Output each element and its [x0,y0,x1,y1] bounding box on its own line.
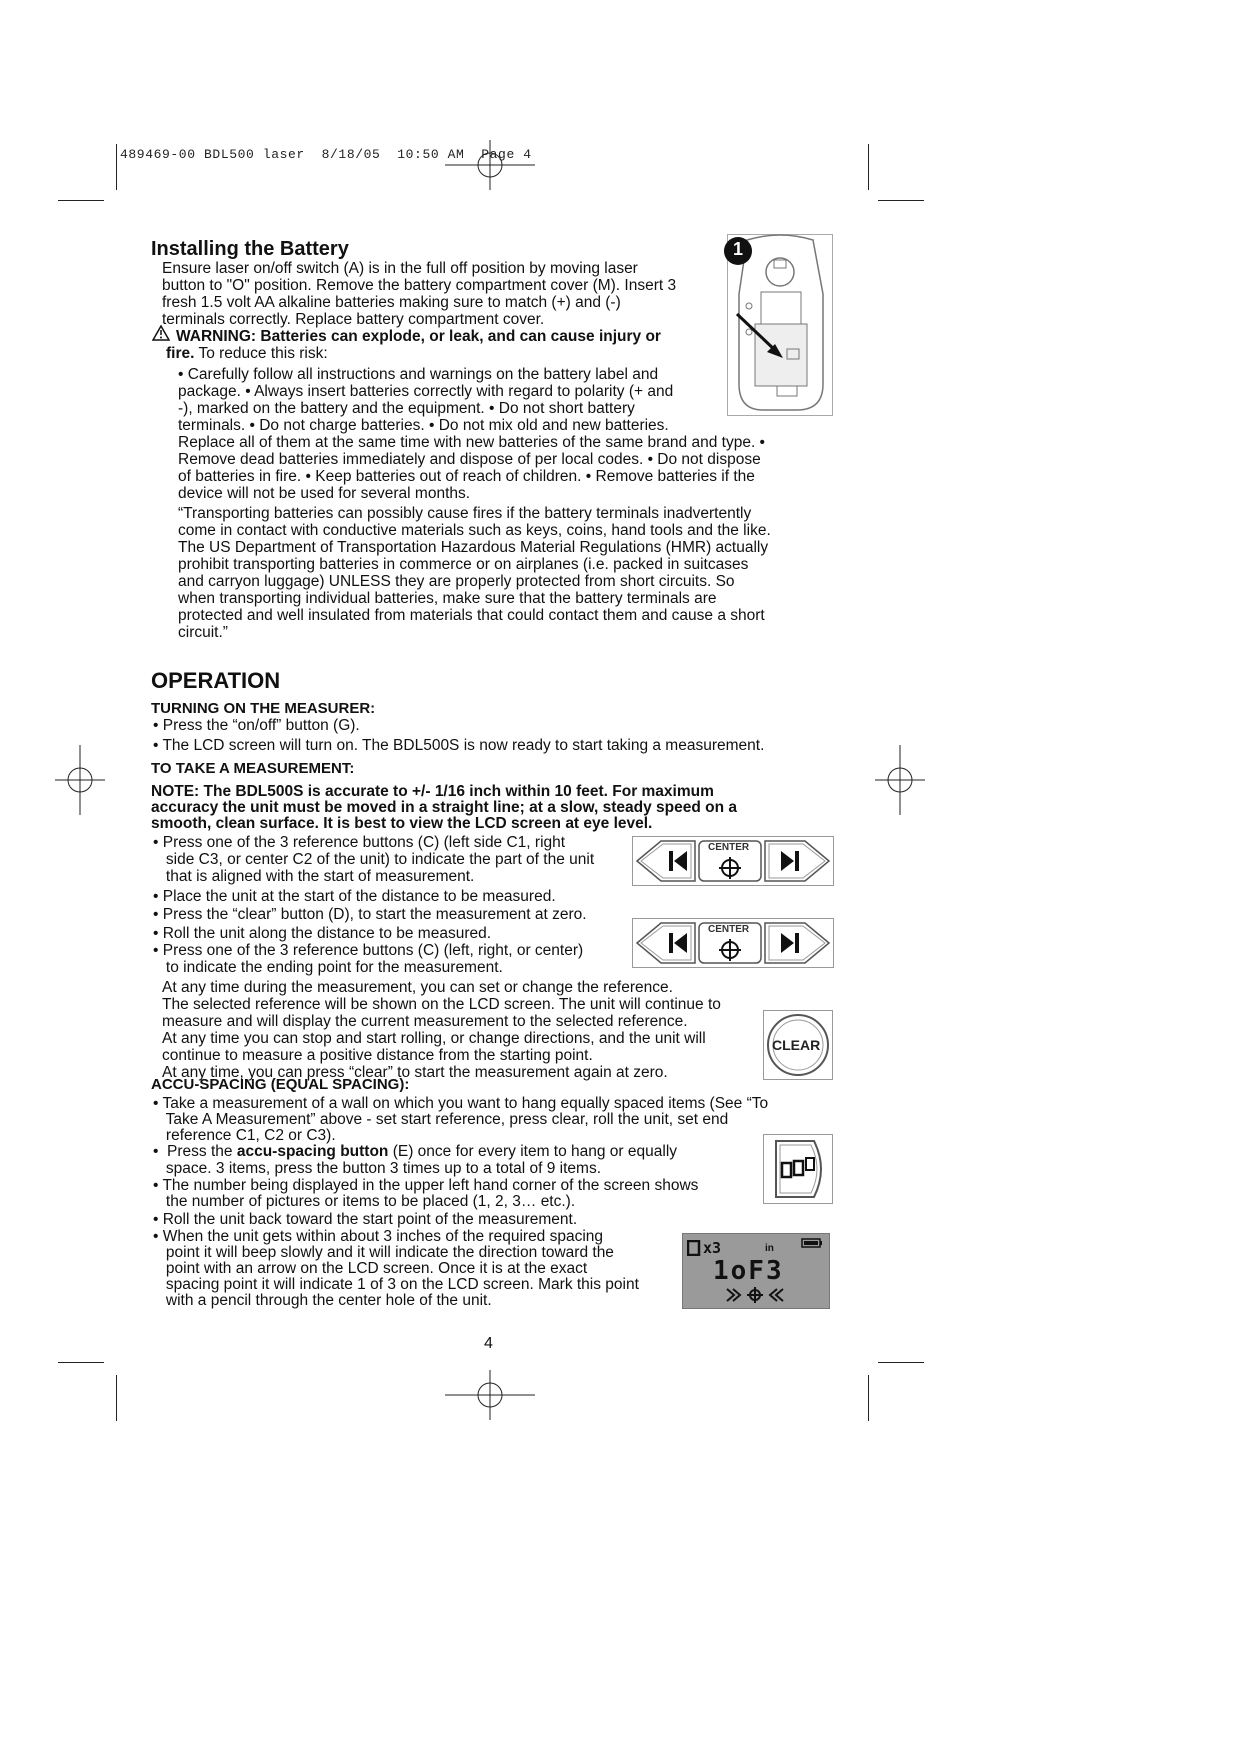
battery-level-icon [801,1238,823,1248]
measurement-step: that is aligned with the start of measurement. [153,868,475,885]
lcd-main: 1oF3 [713,1256,784,1286]
measurement-step: • Press one of the 3 reference buttons (C) (left, right, or center) [153,942,584,959]
warning-fire: fire. [166,345,195,362]
measurement-step: • Roll the unit along the distance to be measured. [153,925,492,942]
center-label: CENTER [708,924,750,935]
crop-mark [878,200,924,201]
battery-bullet: device will not be used for several months. [178,485,471,502]
accu-line: with a pencil through the center hole of the unit. [153,1292,492,1309]
measurement-extra: At any time during the measurement, you can set or change the reference. [162,979,673,996]
quote-line: come in contact with conductive materials such as keys, coins, hand tools and the like. [178,522,771,539]
reference-buttons-figure-2 [632,918,834,968]
measurement-step: • Press the “clear” button (D), to start the measurement at zero. [153,906,587,923]
accu-line: point with an arrow on the LCD screen. Once it is at the exact [153,1260,588,1277]
accu-spacing-button-illustration [764,1135,832,1203]
quote-line: “Transporting batteries can possibly cause fires if the battery terminals inadvertently [178,505,752,522]
registration-mark-right [875,745,925,815]
measurement-extra: At any time you can stop and start rolling, or change directions, and the unit will [162,1030,706,1047]
battery-line: button to "O" position. Remove the battery compartment cover (M). Insert 3 [162,277,677,294]
measurement-step: • Press one of the 3 reference buttons (C) (left side C1, right [153,834,566,851]
accu-line: • Roll the unit back toward the start point of the measurement. [153,1211,578,1228]
operation-title: OPERATION [151,668,281,693]
lcd-unit: in [765,1243,774,1254]
battery-bullet: -), marked on the battery and the equipment. • Do not short battery [178,400,635,417]
accu-line: the number of pictures or items to be placed (1, 2, 3… etc.). [153,1193,576,1210]
registration-mark-bottom [445,1370,535,1420]
turning-on-title: TURNING ON THE MEASURER: [151,700,376,717]
battery-line: terminals correctly. Replace battery compartment cover. [162,311,545,328]
accu-line: reference C1, C2 or C3). [153,1127,336,1144]
battery-bullet: package. • Always insert batteries correctly with regard to polarity (+ and [178,383,674,400]
page-number: 4 [484,1335,493,1352]
registration-mark-left [55,745,105,815]
quote-line: when transporting individual batteries, make sure that the battery terminals are [178,590,717,607]
accu-line: • The number being displayed in the upper left hand corner of the screen shows [153,1177,699,1194]
crop-mark [58,200,104,201]
accu-press-post: (E) once for every item to hang or equally [388,1143,678,1160]
accu-line: • When the unit gets within about 3 inches of the required spacing [153,1228,604,1245]
warning-triangle-icon [152,325,170,341]
crop-mark [868,1375,869,1421]
accu-spacing-button-figure [763,1134,833,1204]
measurement-note: accuracy the unit must be moved in a straight line; at a slow, steady speed on a [151,799,738,816]
accu-line: Take A Measurement” above - set start reference, press clear, roll the unit, set end [153,1111,729,1128]
measurement-step: • Place the unit at the start of the distance to be measured. [153,888,556,905]
measurement-extra: measure and will display the current measurement to the selected reference. [162,1013,688,1030]
battery-bullet: terminals. • Do not charge batteries. • Do not mix old and new batteries. [178,417,669,434]
battery-line: fresh 1.5 volt AA alkaline batteries making sure to match (+) and (-) [162,294,621,311]
center-label: CENTER [708,842,750,853]
crop-mark [868,144,869,190]
crop-mark [116,1375,117,1421]
accu-line: • Take a measurement of a wall on which you want to hang equally spaced items (See “To [153,1095,769,1112]
print-slug: 489469-00 BDL500 laser 8/18/05 10:50 AM Page 4 [120,147,532,162]
battery-bullet: of batteries in fire. • Keep batteries out of reach of children. • Remove batteries if the [178,468,755,485]
accu-line: point it will beep slowly and it will indicate the direction toward the [153,1244,614,1261]
measurement-note: smooth, clean surface. It is best to view the LCD screen at eye level. [151,815,653,832]
battery-title: Installing the Battery [151,238,349,260]
quote-line: circuit.” [178,624,228,641]
measurement-extra: continue to measure a positive distance from the starting point. [162,1047,593,1064]
measurement-step: to indicate the ending point for the measurement. [153,959,503,976]
reference-buttons-figure-1 [632,836,834,886]
accu-title: ACCU-SPACING (EQUAL SPACING): [151,1076,410,1093]
clear-label: CLEAR [772,1037,821,1053]
quote-line: The US Department of Transportation Hazardous Material Regulations (HMR) actually [178,539,769,556]
lcd-screen-figure [682,1233,830,1309]
accu-line: space. 3 items, press the button 3 times up to a total of 9 items. [153,1160,602,1177]
battery-bullet: • Carefully follow all instructions and warnings on the battery label and [178,366,659,383]
turning-on-line: • Press the “on/off” button (G). [153,717,360,734]
clear-button-figure [763,1010,833,1080]
direction-arrows-icon [725,1286,785,1304]
measurement-note: NOTE: The BDL500S is accurate to +/- 1/16 inch within 10 feet. For maximum [151,783,714,800]
battery-bullet: Remove dead batteries immediately and dispose of per local codes. • Do not dispose [178,451,761,468]
battery-line: Ensure laser on/off switch (A) is in the full off position by moving laser [162,260,638,277]
measurement-step: side C3, or center C2 of the unit) to indicate the part of the unit [153,851,595,868]
accu-press-bold: accu-spacing button [236,1143,389,1160]
accu-press-line [153,1143,677,1161]
measurement-extra: At any time, you can press “clear” to start the measurement again at zero. [162,1064,668,1081]
figure-number: 1 [733,239,744,259]
picture-frame-icon [687,1240,701,1256]
accu-line: spacing point it will indicate 1 of 3 on the LCD screen. Mark this point [153,1276,639,1293]
measurement-title: TO TAKE A MEASUREMENT: [151,760,355,777]
quote-line: protected and well insulated from materials that could contact them and cause a short [178,607,765,624]
turning-on-line: • The LCD screen will turn on. The BDL500S is now ready to start taking a measurement. [153,737,765,754]
warning-text: WARNING: Batteries can explode, or leak, and can cause injury or [176,328,661,345]
quote-line: and carryon luggage) UNLESS they are properly protected from short circuits. So [178,573,735,590]
accu-press-pre: • Press the [153,1143,237,1160]
battery-figure [727,234,833,416]
crop-mark [878,1362,924,1363]
battery-bullet: Replace all of them at the same time with new batteries of the same brand and type. • [178,434,765,451]
lcd-count: x3 [703,1239,722,1257]
measurement-extra: The selected reference will be shown on the LCD screen. The unit will continue to [162,996,721,1013]
warning-rest: To reduce this risk: [194,345,328,362]
crop-mark [116,144,117,190]
warning-text-2 [166,345,328,363]
crop-mark [58,1362,104,1363]
quote-line: prohibit transporting batteries in commerce or on airplanes (i.e. packed in suitcases [178,556,749,573]
